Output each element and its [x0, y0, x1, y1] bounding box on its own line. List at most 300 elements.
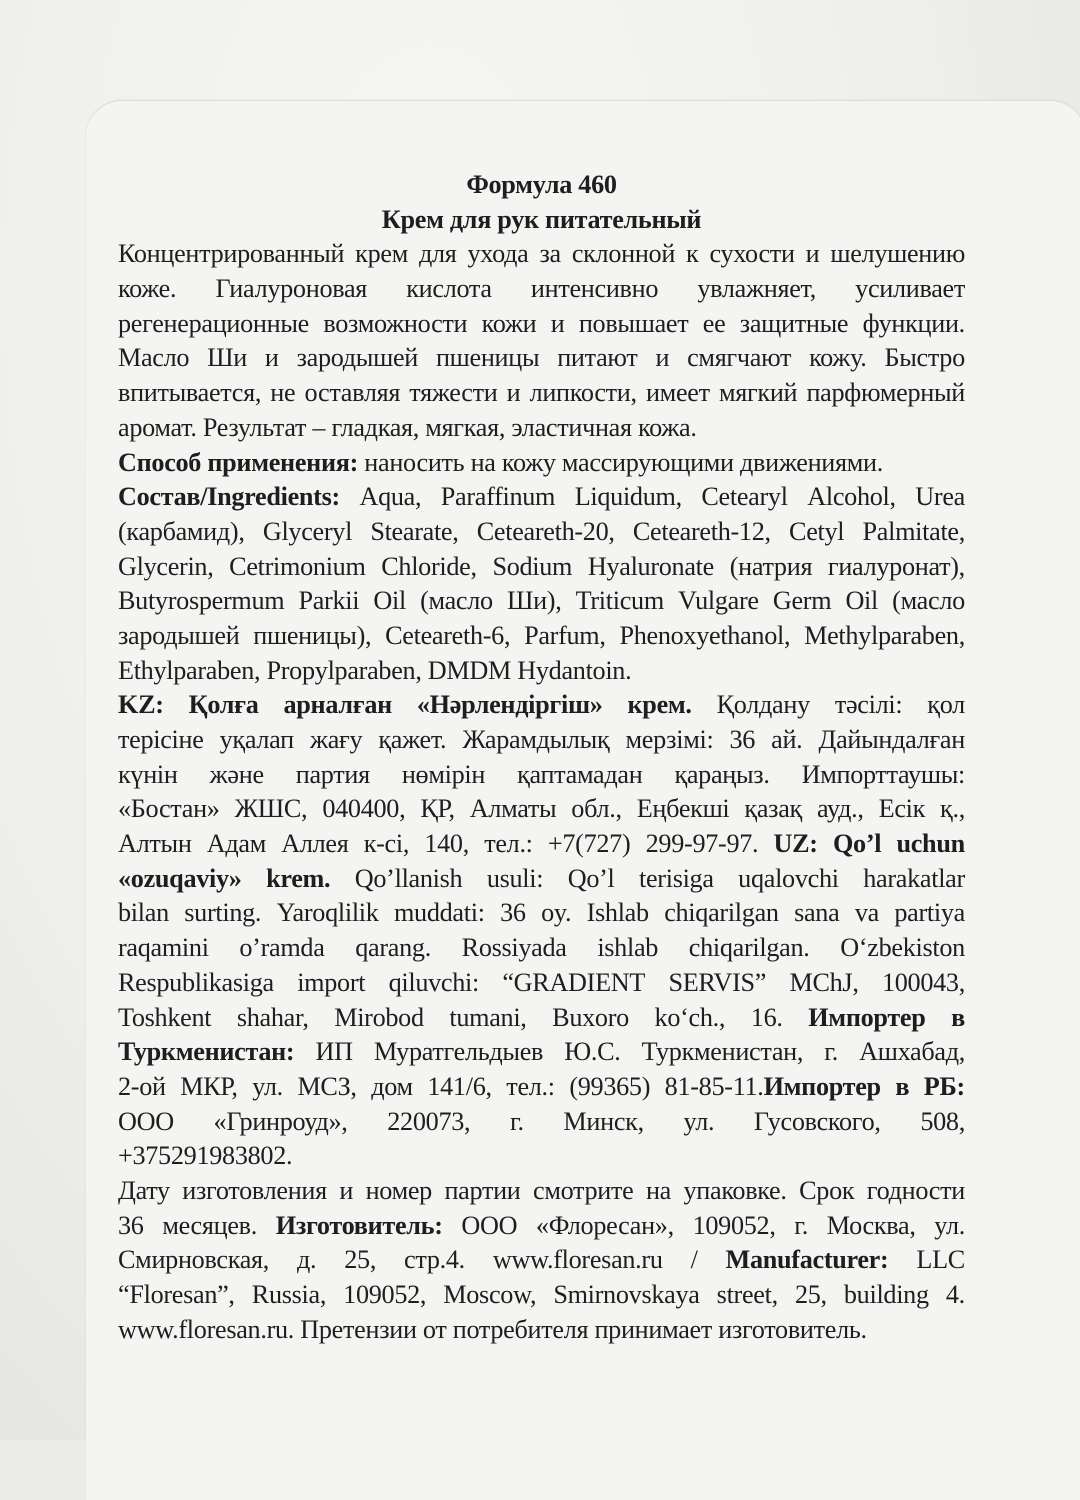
word	[686, 237, 698, 272]
word	[576, 584, 664, 619]
word	[915, 480, 965, 515]
label-text-line	[118, 550, 965, 585]
word	[568, 862, 615, 897]
word	[924, 1070, 965, 1105]
word	[806, 237, 820, 272]
text-run: Ceteareth-20,	[476, 516, 615, 546]
text-run: зародышей	[296, 343, 418, 373]
word	[343, 1278, 426, 1313]
text-run: и	[805, 239, 820, 269]
word	[235, 792, 308, 827]
text-run: и	[550, 308, 565, 338]
word	[118, 376, 261, 411]
text-run: Еңбекші	[636, 794, 730, 824]
word	[827, 1209, 916, 1244]
text-run: «Нәрлендіргіш»	[416, 690, 603, 720]
word	[587, 896, 649, 931]
word	[118, 272, 176, 307]
word	[703, 307, 726, 342]
text-run: Butyrospermum	[118, 586, 285, 616]
word	[477, 515, 615, 550]
word	[263, 515, 352, 550]
word	[884, 341, 964, 376]
label-text-line	[118, 654, 965, 689]
word	[646, 1174, 671, 1209]
word	[359, 480, 421, 515]
text-run: Cetyl	[789, 516, 845, 546]
word	[510, 1105, 524, 1140]
word	[207, 827, 266, 862]
text-run: Ishlab	[586, 898, 649, 928]
text-run: Туркменистан:	[118, 1037, 295, 1067]
word	[835, 688, 903, 723]
text-run: Срок	[799, 1175, 855, 1205]
text-run: РБ:	[923, 1071, 965, 1101]
word	[507, 376, 521, 411]
word	[572, 237, 675, 272]
word	[920, 1105, 965, 1140]
text-run: /	[690, 1245, 698, 1275]
word	[118, 480, 340, 515]
label-text-line	[118, 966, 965, 1001]
word	[689, 931, 810, 966]
text-run: стр.4.	[404, 1245, 465, 1275]
text-run: 141/6,	[427, 1071, 492, 1101]
word	[118, 1105, 174, 1140]
text-run: ее	[702, 308, 726, 338]
text-run: Алтын	[118, 829, 192, 859]
word	[492, 550, 572, 585]
word	[571, 792, 621, 827]
text-run: Parkii	[298, 586, 360, 616]
word	[773, 584, 831, 619]
text-run: Алматы	[469, 794, 557, 824]
word	[817, 792, 864, 827]
text-run: ИП	[315, 1037, 353, 1067]
text-run: г.	[794, 1210, 809, 1240]
word	[789, 515, 844, 550]
word	[855, 896, 879, 931]
text-run: не	[270, 378, 296, 408]
word	[277, 896, 379, 931]
text-run: Urea	[915, 482, 965, 512]
label-text-line	[118, 1105, 965, 1140]
word	[548, 827, 631, 862]
text-run: Qo’l	[567, 863, 615, 893]
text-run: 140,	[424, 829, 469, 859]
word	[799, 1174, 854, 1209]
word	[118, 1209, 144, 1244]
text-run: 25,	[344, 1245, 377, 1275]
text-run: Glycerin,	[118, 551, 214, 581]
text-run: Toshkent	[118, 1002, 212, 1032]
word	[740, 307, 848, 342]
text-run: Состав/Ingredients:	[118, 482, 340, 512]
text-run: 220073,	[387, 1106, 471, 1136]
word	[502, 966, 645, 1001]
text-run: функции.	[862, 308, 965, 338]
word	[182, 1174, 327, 1209]
word	[315, 1035, 352, 1070]
text-run: жағу	[309, 725, 363, 754]
text-run: Methylparaben,	[804, 620, 965, 650]
text-run: увлажняет,	[697, 274, 816, 304]
word	[284, 688, 392, 723]
text-run: qarang.	[355, 933, 431, 963]
text-run: Ши),	[506, 586, 562, 616]
word	[184, 896, 261, 931]
word	[118, 307, 309, 342]
word	[118, 931, 209, 966]
text-run: г.	[509, 1106, 524, 1136]
label-text-line	[118, 1035, 965, 1070]
word	[557, 341, 637, 376]
text-run: пшеницы	[435, 343, 540, 373]
text-run: ko‘ch.,	[654, 1002, 726, 1032]
text-run: және	[209, 759, 264, 789]
word	[795, 1278, 827, 1313]
word	[118, 1001, 211, 1036]
word	[441, 480, 555, 515]
word	[951, 1001, 965, 1036]
text-run: пшеницы),	[253, 620, 372, 650]
text-run: за	[539, 239, 561, 269]
text-run: Ceteareth-12,	[632, 516, 771, 546]
word	[355, 931, 431, 966]
text-run: Қолдану	[716, 690, 810, 720]
word	[882, 966, 965, 1001]
text-run: raqamini	[118, 933, 209, 963]
word	[461, 1209, 517, 1244]
word	[276, 1209, 443, 1244]
word	[270, 376, 295, 411]
word	[754, 1105, 881, 1140]
text-run: д.	[297, 1245, 317, 1275]
word	[281, 827, 348, 862]
text-run: коже.	[118, 274, 177, 304]
word	[794, 1209, 808, 1244]
text-run: 508,	[920, 1106, 965, 1136]
text-run: 2-ой	[118, 1071, 166, 1101]
word	[809, 341, 866, 376]
text-run: +7(727)	[547, 829, 631, 859]
text-run: Oil	[845, 586, 879, 616]
text-run: Ши	[207, 343, 247, 373]
word	[575, 480, 682, 515]
word	[892, 584, 965, 619]
text-run: uchun	[896, 829, 965, 859]
label-text-line	[118, 376, 965, 411]
text-run: күнін	[118, 759, 178, 789]
word	[118, 1278, 235, 1313]
word	[310, 723, 362, 758]
text-run: Смирновская,	[118, 1245, 270, 1275]
word	[252, 1278, 326, 1313]
word	[633, 515, 771, 550]
word	[387, 1105, 470, 1140]
word	[297, 1243, 316, 1278]
label-text-line	[118, 515, 965, 550]
text-run: Қолға	[188, 690, 259, 720]
text-run: в	[951, 1002, 965, 1032]
word	[364, 827, 409, 862]
word	[789, 966, 858, 1001]
label-text-line	[118, 1139, 965, 1174]
text-run: зародышей	[118, 620, 240, 650]
text-run: usuli:	[486, 863, 544, 893]
text-run: «ozuqaviy»	[118, 863, 242, 893]
text-run: к	[686, 239, 699, 269]
word	[297, 1070, 356, 1105]
text-run: Импортер	[763, 1071, 881, 1101]
text-run: Ю.С.	[564, 1037, 621, 1067]
word	[533, 1174, 633, 1209]
word	[719, 376, 797, 411]
word	[946, 1278, 965, 1313]
label-text-line	[118, 619, 965, 654]
text-run: 299-97-97.	[645, 829, 759, 859]
word	[394, 896, 485, 931]
word	[402, 758, 485, 793]
text-run: Концентрированный	[118, 239, 345, 269]
text-run: street,	[716, 1280, 778, 1309]
text-run: тәсілі:	[834, 690, 903, 720]
word	[564, 1035, 620, 1070]
text-run: Phenoxyethanol,	[619, 620, 791, 650]
text-run: Rossiyada	[461, 933, 567, 963]
word	[462, 723, 609, 758]
word	[404, 1243, 465, 1278]
word	[296, 758, 370, 793]
label-text-line	[118, 931, 965, 966]
text-run: Hyaluronate	[587, 551, 714, 581]
word	[118, 827, 192, 862]
word	[934, 1209, 965, 1244]
word	[794, 896, 839, 931]
text-run: гиалуронат),	[827, 551, 965, 581]
text-run: 4.	[945, 1280, 965, 1309]
text-run: Ethylparaben, Propylparaben, DMDM Hydantoin.	[118, 655, 632, 685]
word	[863, 862, 965, 897]
word	[701, 480, 787, 515]
word	[717, 688, 810, 723]
text-run: (карбамид),	[118, 516, 245, 546]
text-run: упаковке.	[683, 1175, 787, 1205]
word	[646, 827, 759, 862]
text-run: қаптамадан	[517, 759, 643, 789]
word	[443, 1278, 536, 1313]
text-run: Муратгельдыев	[373, 1037, 544, 1067]
text-run: Гусовского,	[753, 1106, 881, 1136]
text-run: Москва,	[826, 1210, 916, 1240]
word	[655, 341, 669, 376]
text-run: мягкий	[718, 378, 798, 408]
label-text-line	[118, 688, 965, 723]
text-run: крем	[355, 239, 408, 269]
text-run: Cetearyl	[701, 482, 788, 512]
word	[366, 1174, 432, 1209]
text-run: для	[418, 239, 457, 269]
word	[894, 896, 965, 931]
text-run: склонной	[571, 239, 676, 269]
word	[553, 1278, 699, 1313]
word	[381, 550, 477, 585]
text-run: номер	[365, 1175, 432, 1205]
word	[628, 688, 692, 723]
text-run: липкости,	[529, 378, 637, 408]
word	[664, 896, 779, 931]
word	[229, 550, 365, 585]
label-text-line	[118, 1278, 965, 1313]
word	[684, 1105, 715, 1140]
word	[118, 1243, 269, 1278]
label-text-line	[118, 827, 965, 862]
text-run: Stearate,	[370, 516, 459, 546]
word	[845, 584, 878, 619]
text-run: ЖШС,	[234, 794, 308, 824]
text-run: oy.	[541, 898, 572, 928]
word	[493, 1243, 663, 1278]
text-run: Manufacturer:	[725, 1245, 889, 1275]
word	[385, 619, 510, 654]
word	[215, 272, 367, 307]
product-name: Крем для рук питательный	[381, 204, 702, 234]
word	[180, 1070, 237, 1105]
word	[484, 827, 532, 862]
text-run: www.floresan.ru	[492, 1245, 663, 1275]
text-run: аромат. Результат – гладкая, мягкая, эластичная кожа.	[118, 412, 697, 442]
word	[462, 931, 567, 966]
text-run: surting.	[184, 898, 262, 928]
text-run: ай.	[771, 725, 803, 754]
text-run: Oil	[373, 586, 406, 616]
text-run: крем.	[627, 690, 692, 720]
text-run: и	[506, 378, 521, 408]
text-run: 16.	[750, 1002, 783, 1032]
word	[579, 307, 689, 342]
text-run: Импорттаушы:	[801, 759, 965, 789]
text-run: партии	[444, 1175, 521, 1205]
word	[828, 550, 965, 585]
text-run: наносить на кожу массирующими движениями.	[358, 447, 883, 477]
word	[552, 1001, 629, 1036]
word	[305, 376, 401, 411]
text-run: «Флоресан»,	[535, 1210, 674, 1240]
word	[297, 966, 365, 1001]
word	[625, 723, 713, 758]
word	[419, 237, 457, 272]
text-run: уқалап	[219, 725, 294, 754]
word	[436, 341, 539, 376]
text-run: Туркменистан,	[641, 1037, 804, 1067]
word	[531, 272, 658, 307]
word	[467, 237, 528, 272]
word	[374, 1035, 543, 1070]
word	[774, 827, 818, 862]
text-run: и	[264, 343, 279, 373]
word	[551, 307, 565, 342]
text-run: building	[843, 1280, 929, 1309]
label-text-line	[118, 307, 965, 342]
word	[118, 619, 239, 654]
label-text-line	[118, 237, 965, 272]
text-run: 25,	[794, 1280, 827, 1309]
text-run: Buxoro	[552, 1002, 629, 1032]
word	[744, 792, 802, 827]
text-run: 109052,	[343, 1280, 427, 1309]
text-run: Быстро	[884, 343, 965, 373]
word	[355, 862, 463, 897]
word	[162, 1209, 257, 1244]
text-run: (99365)	[569, 1071, 651, 1101]
text-run: 36	[500, 898, 526, 928]
word	[420, 584, 493, 619]
text-run: Ашхабад,	[859, 1037, 965, 1067]
word	[697, 272, 816, 307]
word	[266, 862, 330, 897]
word	[207, 341, 247, 376]
word	[517, 758, 642, 793]
word	[507, 584, 562, 619]
word	[482, 307, 537, 342]
label-text-line	[118, 411, 965, 446]
text-run: partiya	[894, 898, 965, 928]
word	[334, 1001, 424, 1036]
text-run: MChJ,	[789, 967, 859, 997]
text-run: и	[339, 1175, 354, 1205]
word	[118, 584, 284, 619]
word	[118, 341, 189, 376]
text-run: смотрите	[533, 1175, 634, 1205]
text-run: Yaroqlilik	[276, 898, 379, 928]
text-run: терісіне	[118, 725, 204, 754]
text-run: ул.	[252, 1071, 283, 1101]
word	[709, 237, 794, 272]
text-run: МСЗ,	[297, 1071, 357, 1101]
text-run: shahar,	[236, 1002, 309, 1032]
label-text-line	[118, 723, 965, 758]
word	[541, 896, 571, 931]
word	[802, 758, 965, 793]
text-run: тел.:	[506, 1071, 555, 1101]
word	[691, 1243, 698, 1278]
word	[863, 307, 965, 342]
label-text	[118, 168, 965, 1347]
label-text-line	[118, 1209, 965, 1244]
word	[487, 862, 543, 897]
word	[118, 515, 245, 550]
word	[406, 272, 491, 307]
word	[619, 619, 790, 654]
text-run: Минск,	[563, 1106, 644, 1136]
text-run: смягчают	[687, 343, 792, 373]
text-run: 100043,	[881, 967, 965, 997]
word	[684, 1174, 787, 1209]
word	[646, 376, 710, 411]
word	[118, 1174, 170, 1209]
text-run: Vulgare	[678, 586, 759, 616]
word	[220, 723, 294, 758]
word	[417, 688, 603, 723]
text-run: tumani,	[449, 1002, 527, 1032]
word	[771, 723, 802, 758]
text-run: Respublikasiga	[118, 967, 274, 997]
text-run: арналған	[283, 690, 392, 720]
label-text-line	[118, 862, 965, 897]
text-run: қол	[927, 690, 965, 720]
word	[118, 550, 213, 585]
text-run: партия	[295, 759, 370, 789]
